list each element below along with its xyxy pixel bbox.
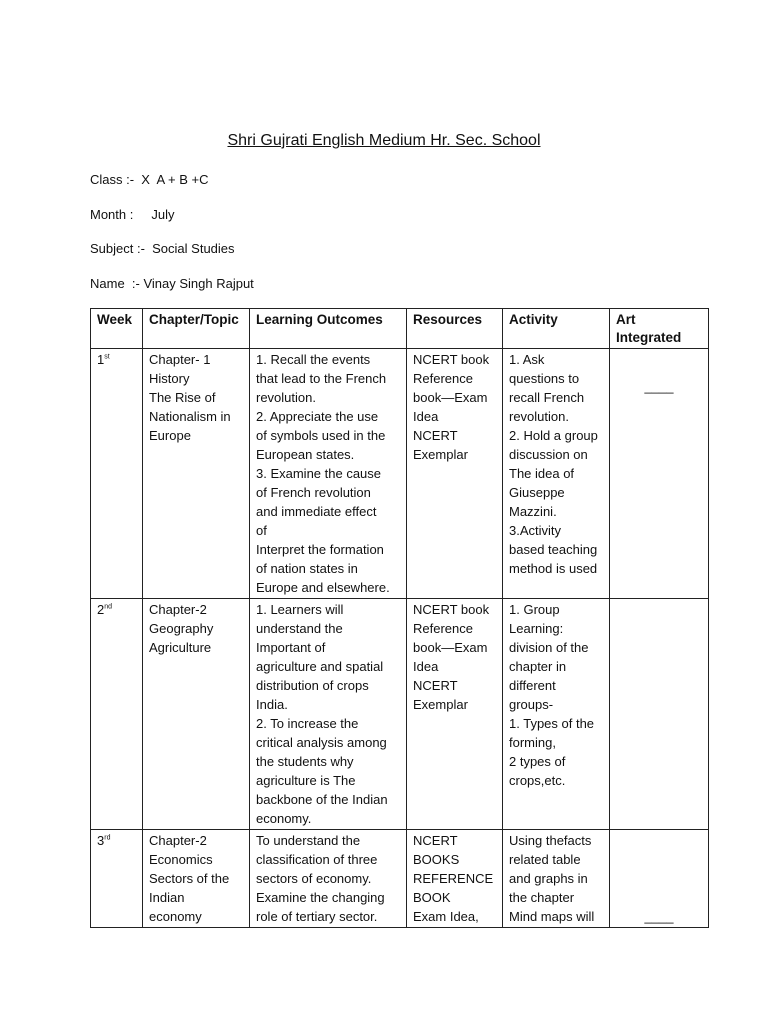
cell-line: Important of [256,640,326,655]
cell-line: related table [509,852,581,867]
cell-line: Idea [413,409,439,424]
table-header-row [91,309,709,349]
cell-line: 1. Types of the [509,716,595,731]
activity-cell [503,599,610,830]
cell-line: Geography [149,621,214,636]
month-label: Month : July [90,207,175,222]
cell-line: European states. [256,447,355,462]
activity-cell [503,830,610,928]
chapter-topic-cell [143,830,250,928]
cell-line: discussion on [509,447,588,462]
cell-line: Chapter-2 [149,602,207,617]
cell-line: Giuseppe [509,485,565,500]
cell-line: crops,etc. [509,773,566,788]
header-resources: Resources [407,309,503,349]
week-ordinal-suffix: rd [104,834,111,842]
cell-line: that lead to the French [256,371,387,386]
name-label: Name :- Vinay Singh Rajput [90,276,254,291]
table-row [91,599,709,830]
cell-line: 1. Ask [509,352,545,367]
cell-line: sectors of economy. [256,871,372,886]
cell-line: and immediate effect [256,504,377,519]
cell-line: Using thefacts [509,833,592,848]
cell-line: role of tertiary sector. [256,909,378,924]
cell-line: Interpret the formation [256,542,384,557]
cell-line: Reference [413,621,473,636]
cell-line: agriculture and spatial [256,659,384,674]
week-number: 2 [97,602,105,617]
header-learning-outcomes: Learning Outcomes [250,309,407,349]
art-dash: ____ [644,379,674,394]
cell-line: Chapter- 1 [149,352,211,367]
resources-cell [407,349,503,599]
cell-line: questions to [509,371,580,386]
cell-line: 2 types of [509,754,566,769]
cell-line: History [149,371,190,386]
cell-line: 2. To increase the [256,716,359,731]
cell-line: of [256,523,267,538]
cell-line: based teaching [509,542,598,557]
cell-line: 2. Appreciate the use [256,409,379,424]
cell-line: Europe [149,428,191,443]
chapter-topic-cell [143,349,250,599]
cell-line: The idea of [509,466,575,481]
cell-line: economy. [256,811,312,826]
resources-cell [407,599,503,830]
cell-line: method is used [509,561,598,576]
cell-line: NCERT [413,833,458,848]
cell-line: NCERT book [413,352,490,367]
cell-line: chapter in [509,659,567,674]
cell-line: revolution. [509,409,569,424]
header-art-integrated: Art Integrated [610,309,709,349]
header-chapter: Chapter/Topic [143,309,250,349]
cell-line: 1. Group [509,602,560,617]
cell-line: NCERT [413,678,458,693]
cell-line: 3. Examine the cause [256,466,382,481]
cell-line: 3.Activity [509,523,562,538]
cell-line: Idea [413,659,439,674]
learning-outcomes-cell [250,349,407,599]
cell-line: forming, [509,735,556,750]
week-number: 3 [97,833,105,848]
cell-line: 1. Recall the events [256,352,371,367]
table-row [91,830,709,928]
art-dash: ____ [644,909,674,924]
art-integrated-cell [610,599,709,830]
cell-line: Exam Idea, [413,909,479,924]
week-cell [91,349,143,599]
cell-line: agriculture is The [256,773,356,788]
learning-outcomes-cell [250,599,407,830]
cell-line: division of the [509,640,589,655]
cell-line: India. [256,697,288,712]
header-activity: Activity [503,309,610,349]
cell-line: and graphs in [509,871,588,886]
cell-line: classification of three [256,852,378,867]
cell-line: Reference [413,371,473,386]
cell-line: Chapter-2 [149,833,207,848]
cell-line: BOOKS [413,852,460,867]
cell-line: Europe and elsewhere. [256,580,390,595]
school-title: Shri Gujrati English Medium Hr. Sec. School [227,132,541,149]
class-label: Class :- X A + B +C [90,172,209,187]
week-cell [91,599,143,830]
week-ordinal-suffix: nd [104,603,113,611]
cell-line: book—Exam [413,390,488,405]
week-cell [91,830,143,928]
cell-line: Nationalism in [149,409,231,424]
week-ordinal-suffix: st [104,353,110,361]
subject-label: Subject :- Social Studies [90,241,235,256]
cell-line: Agriculture [149,640,212,655]
cell-line: Mazzini. [509,504,557,519]
cell-line: revolution. [256,390,316,405]
table-row [91,349,709,599]
cell-line: the students why [256,754,354,769]
cell-line: economy [149,909,202,924]
cell-line: Exemplar [413,447,468,462]
art-integrated-cell [610,830,709,928]
cell-line: recall French [509,390,585,405]
cell-line: Examine the changing [256,890,385,905]
cell-line: 1. Learners will [256,602,344,617]
cell-line: Indian [149,890,185,905]
cell-line: Economics [149,852,213,867]
cell-line: of symbols used in the [256,428,386,443]
cell-line: the chapter [509,890,575,905]
activity-cell [503,349,610,599]
cell-line: distribution of crops [256,678,369,693]
cell-line: NCERT [413,428,458,443]
cell-line: BOOK [413,890,451,905]
cell-line: understand the [256,621,343,636]
lesson-plan-table [90,308,709,928]
cell-line: of French revolution [256,485,371,500]
cell-line: critical analysis among [256,735,387,750]
cell-line: Learning: [509,621,564,636]
cell-line: To understand the [256,833,361,848]
chapter-topic-cell [143,599,250,830]
cell-line: groups- [509,697,554,712]
art-integrated-cell [610,349,709,599]
learning-outcomes-cell [250,830,407,928]
cell-line: 2. Hold a group [509,428,598,443]
cell-line: NCERT book [413,602,490,617]
cell-line: The Rise of [149,390,216,405]
cell-line: of nation states in [256,561,358,576]
cell-line: Mind maps will [509,909,595,924]
cell-line: Sectors of the [149,871,230,886]
cell-line: different [509,678,556,693]
cell-line: REFERENCE [413,871,494,886]
cell-line: Exemplar [413,697,468,712]
cell-line: book—Exam [413,640,488,655]
resources-cell [407,830,503,928]
cell-line: backbone of the Indian [256,792,388,807]
header-week: Week [91,309,143,349]
week-number: 1 [97,352,105,367]
